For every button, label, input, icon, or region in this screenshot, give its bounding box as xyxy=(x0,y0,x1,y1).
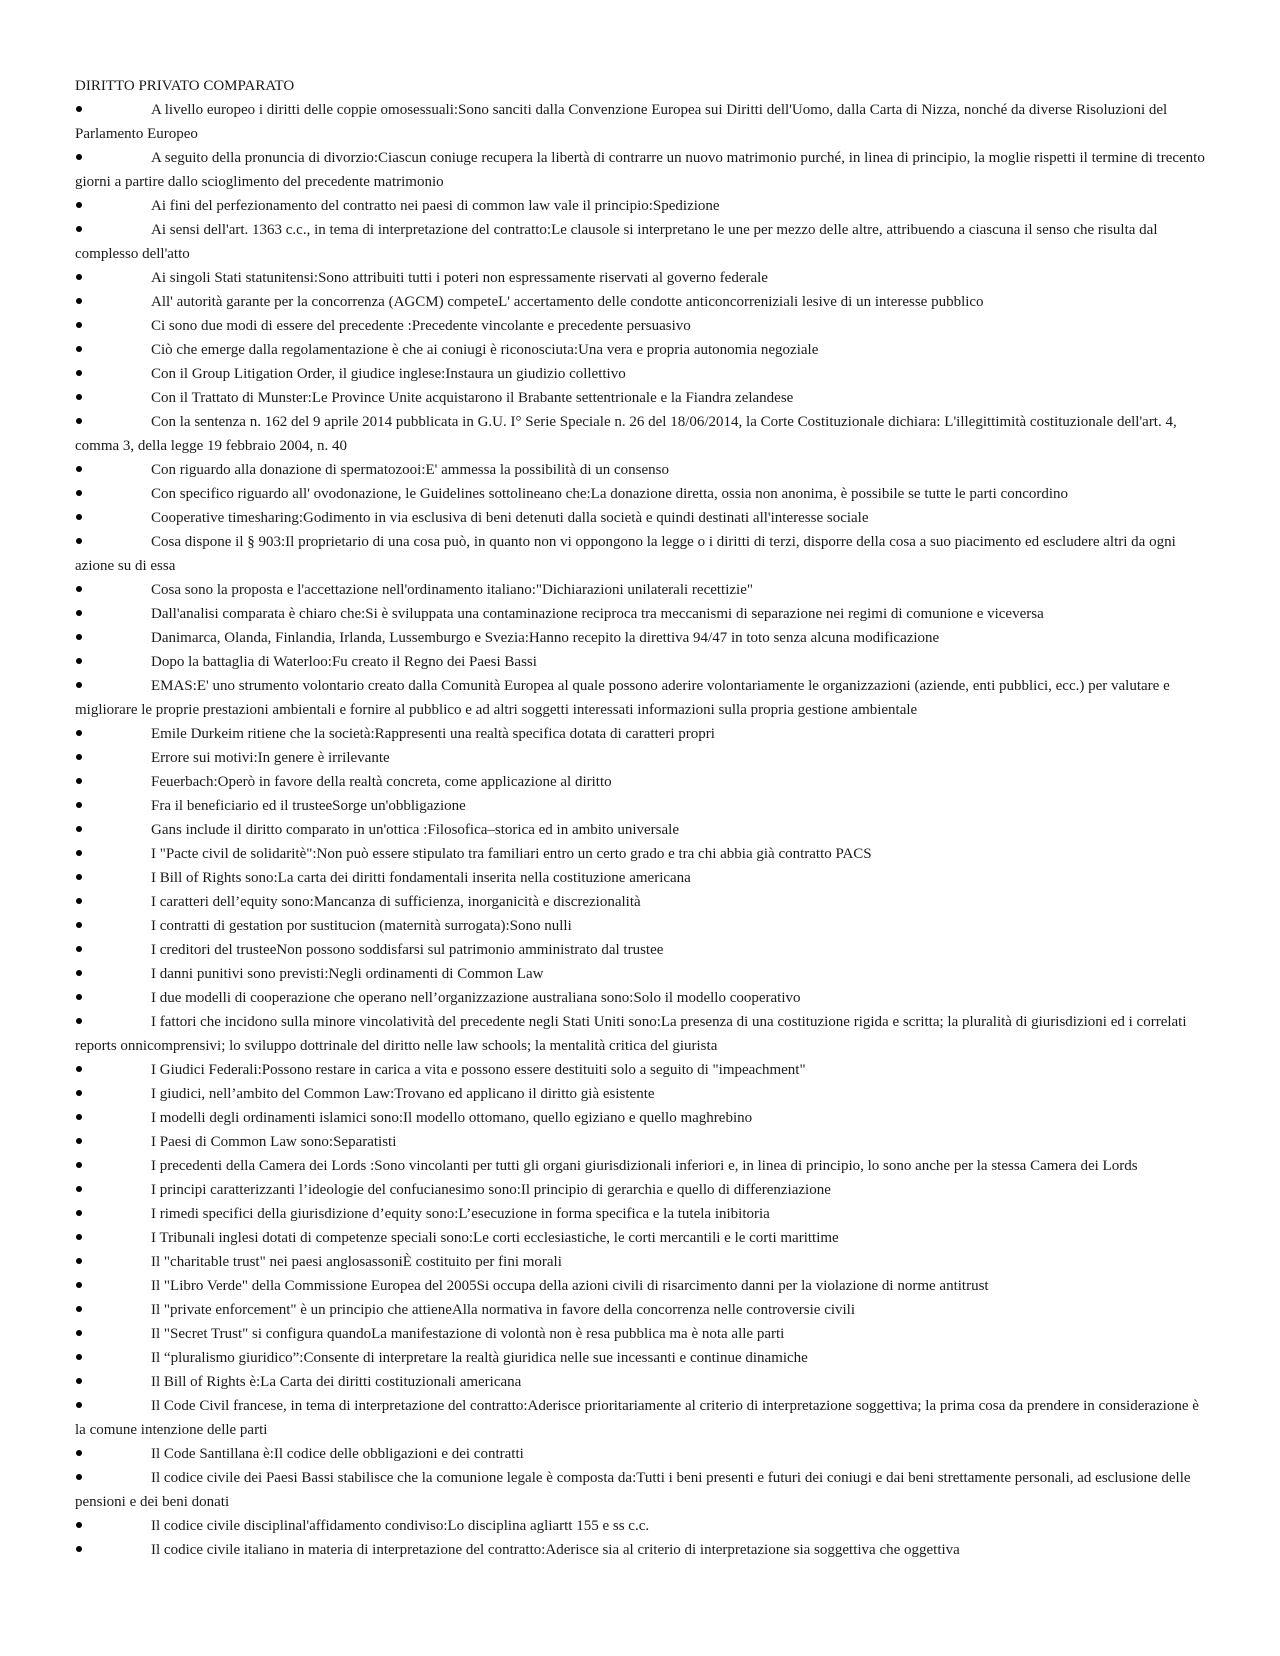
bullet-icon xyxy=(76,1090,82,1096)
list-item-text: A seguito della pronuncia di divorzio:Ciascun coniuge recupera la libertà di contrarre un nuovo matrimonio purché, in linea di principio, la moglie rispetti il termine di trecento giorni a partire dallo scioglimento del precedente matrimonio xyxy=(75,150,1205,190)
list-item xyxy=(75,386,1205,410)
list-item-text: Il "charitable trust" nei paesi anglosassoniÈ costituito per fini morali xyxy=(151,1254,562,1270)
list-item-text: Ciò che emerge dalla regolamentazione è che ai coniugi è riconosciuta:Una vera e propria autonomia negoziale xyxy=(151,342,819,358)
list-item xyxy=(75,1466,1205,1514)
list-item-text: Il codice civile disciplinal'affidamento condiviso:Lo disciplina agliartt 155 e ss c.c. xyxy=(151,1518,650,1534)
bullet-icon xyxy=(76,586,82,592)
list-item-text: I Giudici Federali:Possono restare in carica a vita e possono essere destituiti solo a seguito di "impeachment" xyxy=(151,1062,806,1078)
bullet-icon xyxy=(76,226,82,232)
list-item xyxy=(75,1394,1205,1442)
list-item-text: I rimedi specifici della giurisdizione d’equity sono:L’esecuzione in forma specifica e la tutela inibitoria xyxy=(151,1206,770,1222)
bullet-icon xyxy=(76,610,82,616)
list-item-text: Il Code Santillana è:Il codice delle obbligazioni e dei contratti xyxy=(151,1446,524,1462)
list-item xyxy=(75,818,1205,842)
list-item-text: I "Pacte civil de solidaritè":Non può essere stipulato tra familiari entro un certo grado e tra chi abbia già contratto PACS xyxy=(151,846,872,862)
bullet-icon xyxy=(76,826,82,832)
list-item-text: I Bill of Rights sono:La carta dei diritti fondamentali inserita nella costituzione americana xyxy=(151,870,691,886)
list-item-text: Il "Secret Trust" si configura quandoLa manifestazione di volontà non è resa pubblica ma è nota alle parti xyxy=(151,1326,785,1342)
list-item xyxy=(75,194,1205,218)
bullet-icon xyxy=(76,802,82,808)
list-item-text: Ai singoli Stati statunitensi:Sono attribuiti tutti i poteri non espressamente riservati al governo federale xyxy=(151,270,768,286)
bullet-icon xyxy=(76,418,82,424)
bullet-icon xyxy=(76,1258,82,1264)
list-item xyxy=(75,314,1205,338)
bullet-icon xyxy=(76,1354,82,1360)
list-item xyxy=(75,1082,1205,1106)
list-item xyxy=(75,962,1205,986)
list-item xyxy=(75,866,1205,890)
list-item-text: Con il Group Litigation Order, il giudice inglese:Instaura un giudizio collettivo xyxy=(151,366,626,382)
bullet-icon xyxy=(76,1186,82,1192)
list-item xyxy=(75,146,1205,194)
list-item xyxy=(75,986,1205,1010)
bullet-icon xyxy=(76,850,82,856)
bullet-icon xyxy=(76,898,82,904)
list-item xyxy=(75,362,1205,386)
list-item xyxy=(75,1226,1205,1250)
list-item xyxy=(75,1346,1205,1370)
list-item xyxy=(75,914,1205,938)
list-item-text: I fattori che incidono sulla minore vincolatività del precedente negli Stati Uniti sono:La presenza di una costituzione rigida e scritta; la pluralità di giurisdizioni ed i correlati reports onnicomprensivi; lo sviluppo dottrinale del diritto nelle law schools; la mentalità critica del giurista xyxy=(75,1014,1187,1054)
list-item-text: I principi caratterizzanti l’ideologie del confucianesimo sono:Il principio di gerarchia e quello di differenziazione xyxy=(151,1182,831,1198)
list-item-text: Cooperative timesharing:Godimento in via esclusiva di beni detenuti dalla società e quindi destinati all'interesse sociale xyxy=(151,510,869,526)
list-item-text: Con riguardo alla donazione di spermatozooi:E' ammessa la possibilità di un consenso xyxy=(151,462,670,478)
list-item-text: I precedenti della Camera dei Lords :Sono vincolanti per tutti gli organi giurisdizionali inferiori e, in linea di principio, lo sono anche per la stessa Camera dei Lords xyxy=(151,1158,1138,1174)
bullet-icon xyxy=(76,1402,82,1408)
list-item xyxy=(75,1442,1205,1466)
list-item xyxy=(75,1202,1205,1226)
bullet-icon xyxy=(76,1210,82,1216)
list-item-text: Emile Durkeim ritiene che la società:Rappresenti una realtà specifica dotata di caratteri propri xyxy=(151,726,715,742)
list-item xyxy=(75,290,1205,314)
list-item xyxy=(75,1106,1205,1130)
list-item xyxy=(75,794,1205,818)
bullet-icon xyxy=(76,634,82,640)
list-item xyxy=(75,506,1205,530)
list-item xyxy=(75,578,1205,602)
bullet-icon xyxy=(76,1234,82,1240)
list-item xyxy=(75,410,1205,458)
list-item-text: Feuerbach:Operò in favore della realtà concreta, come applicazione al diritto xyxy=(151,774,612,790)
list-item xyxy=(75,746,1205,770)
list-item-text: Ai fini del perfezionamento del contratto nei paesi di common law vale il principio:Spedizione xyxy=(151,198,720,214)
list-item-text: I modelli degli ordinamenti islamici sono:Il modello ottomano, quello egiziano e quello maghrebino xyxy=(151,1110,753,1126)
bullet-icon xyxy=(76,1378,82,1384)
list-item xyxy=(75,1370,1205,1394)
bullet-icon xyxy=(76,322,82,328)
list-item xyxy=(75,1538,1205,1562)
list-item-text: EMAS:E' uno strumento volontario creato dalla Comunità Europea al quale possono aderire volontariamente le organizzazioni (aziende, enti pubblici, ecc.) per valutare e migliorare le proprie prestazioni ambientali e fornire al pubblico e ad altri soggetti interessati informazioni sulla propria gestione ambientale xyxy=(75,678,1170,718)
list-item-text: I giudici, nell’ambito del Common Law:Trovano ed applicano il diritto già esistente xyxy=(151,1086,655,1102)
list-item-text: Cosa sono la proposta e l'accettazione nell'ordinamento italiano:"Dichiarazioni unilaterali recettizie" xyxy=(151,582,753,598)
list-item xyxy=(75,1154,1205,1178)
bullet-icon xyxy=(76,1474,82,1480)
bullet-icon xyxy=(76,394,82,400)
list-item-text: Con specifico riguardo all' ovodonazione, le Guidelines sottolineano che:La donazione diretta, ossia non anonima, è possibile se tutte le parti concordino xyxy=(151,486,1069,502)
list-item xyxy=(75,1298,1205,1322)
list-item-text: Danimarca, Olanda, Finlandia, Irlanda, Lussemburgo e Svezia:Hanno recepito la direttiva 94/47 in toto senza alcuna modificazione xyxy=(151,630,940,646)
list-item-text: I due modelli di cooperazione che operano nell’organizzazione australiana sono:Solo il modello cooperativo xyxy=(151,990,801,1006)
list-item xyxy=(75,98,1205,146)
list-item xyxy=(75,530,1205,578)
list-item-text: Errore sui motivi:In genere è irrilevante xyxy=(151,750,390,766)
bullet-icon xyxy=(76,874,82,880)
list-item-text: I Tribunali inglesi dotati di competenze speciali sono:Le corti ecclesiastiche, le corti mercantili e le corti marittime xyxy=(151,1230,839,1246)
list-item-text: I caratteri dell’equity sono:Mancanza di sufficienza, inorganicità e discrezionalità xyxy=(151,894,641,910)
list-item-text: I contratti di gestation por sustitucion (maternità surrogata):Sono nulli xyxy=(151,918,572,934)
list-item xyxy=(75,1322,1205,1346)
list-item xyxy=(75,674,1205,722)
list-item xyxy=(75,722,1205,746)
bullet-icon xyxy=(76,730,82,736)
list-item xyxy=(75,938,1205,962)
bullet-icon xyxy=(76,274,82,280)
list-item xyxy=(75,266,1205,290)
list-item-text: Il Bill of Rights è:La Carta dei diritti costituzionali americana xyxy=(151,1374,522,1390)
list-item-text: A livello europeo i diritti delle coppie omosessuali:Sono sanciti dalla Convenzione Europea sui Diritti dell'Uomo, dalla Carta di Nizza, nonché da diverse Risoluzioni del Parlamento Europeo xyxy=(75,102,1168,142)
bullet-icon xyxy=(76,658,82,664)
list-item xyxy=(75,890,1205,914)
list-item-text: Il Code Civil francese, in tema di interpretazione del contratto:Aderisce prioritariamente al criterio di interpretazione soggettiva; la prima cosa da prendere in considerazione è la comune intenzione delle parti xyxy=(75,1398,1199,1438)
bullet-icon xyxy=(76,370,82,376)
bullet-icon xyxy=(76,1162,82,1168)
bullet-icon xyxy=(76,1138,82,1144)
list-item xyxy=(75,1178,1205,1202)
list-item-text: Il codice civile italiano in materia di interpretazione del contratto:Aderisce sia al criterio di interpretazione sia soggettiva che oggettiva xyxy=(151,1542,960,1558)
list-item xyxy=(75,1274,1205,1298)
list-item-text: I Paesi di Common Law sono:Separatisti xyxy=(151,1134,397,1150)
list-item xyxy=(75,1130,1205,1154)
list-item xyxy=(75,770,1205,794)
bullet-icon xyxy=(76,1306,82,1312)
bullet-icon xyxy=(76,1522,82,1528)
bullet-icon xyxy=(76,106,82,112)
list-item-text: Cosa dispone il § 903:Il proprietario di una cosa può, in quanto non vi oppongono la legge o i diritti di terzi, disporre della cosa a suo piacimento ed escludere altri da ogni azione su di essa xyxy=(75,534,1176,574)
bullet-icon xyxy=(76,970,82,976)
bullet-icon xyxy=(76,994,82,1000)
list-item-text: Il “pluralismo giuridico”:Consente di interpretare la realtà giuridica nelle sue incessanti e continue dinamiche xyxy=(151,1350,808,1366)
list-item xyxy=(75,650,1205,674)
question-answer-list xyxy=(75,98,1205,1562)
bullet-icon xyxy=(76,754,82,760)
list-item xyxy=(75,1058,1205,1082)
list-item xyxy=(75,626,1205,650)
list-item xyxy=(75,338,1205,362)
list-item-text: Il codice civile dei Paesi Bassi stabilisce che la comunione legale è composta da:Tutti i beni presenti e futuri dei coniugi e dai beni strettamente personali, ad esclusione delle pensioni e dei beni donati xyxy=(75,1470,1191,1510)
list-item xyxy=(75,218,1205,266)
list-item-text: Il "private enforcement" è un principio che attieneAlla normativa in favore della concorrenza nelle controversie civili xyxy=(151,1302,856,1318)
bullet-icon xyxy=(76,682,82,688)
list-item-text: Gans include il diritto comparato in un'ottica :Filosofica–storica ed in ambito universale xyxy=(151,822,679,838)
list-item-text: Il "Libro Verde" della Commissione Europea del 2005Si occupa della azioni civili di risarcimento danni per la violazione di norme antitrust xyxy=(151,1278,989,1294)
list-item-text: Dall'analisi comparata è chiaro che:Si è sviluppata una contaminazione reciproca tra meccanismi di separazione nei regimi di comunione e viceversa xyxy=(151,606,1044,622)
bullet-icon xyxy=(76,154,82,160)
bullet-icon xyxy=(76,1066,82,1072)
list-item xyxy=(75,1250,1205,1274)
bullet-icon xyxy=(76,1450,82,1456)
bullet-icon xyxy=(76,1330,82,1336)
list-item-text: Dopo la battaglia di Waterloo:Fu creato il Regno dei Paesi Bassi xyxy=(151,654,537,670)
list-item xyxy=(75,602,1205,626)
bullet-icon xyxy=(76,1018,82,1024)
bullet-icon xyxy=(76,946,82,952)
list-item xyxy=(75,458,1205,482)
bullet-icon xyxy=(76,778,82,784)
list-item-text: Con il Trattato di Munster:Le Province Unite acquistarono il Brabante settentrionale e la Fiandra zelandese xyxy=(151,390,794,406)
bullet-icon xyxy=(76,466,82,472)
bullet-icon xyxy=(76,490,82,496)
bullet-icon xyxy=(76,514,82,520)
bullet-icon xyxy=(76,922,82,928)
document-title: DIRITTO PRIVATO COMPARATO xyxy=(75,78,295,94)
list-item xyxy=(75,1514,1205,1538)
list-item xyxy=(75,842,1205,866)
bullet-icon xyxy=(76,1282,82,1288)
bullet-icon xyxy=(76,1114,82,1120)
list-item xyxy=(75,482,1205,506)
bullet-icon xyxy=(76,1546,82,1552)
list-item-text: I creditori del trusteeNon possono soddisfarsi sul patrimonio amministrato dal trustee xyxy=(151,942,664,958)
list-item-text: Con la sentenza n. 162 del 9 aprile 2014 pubblicata in G.U. I° Serie Speciale n. 26 del 18/06/2014, la Corte Costituzionale dichiara: L'illegittimità costituzionale dell'art. 4, comma 3, della legge 19 febbraio 2004, n. 40 xyxy=(75,414,1177,454)
bullet-icon xyxy=(76,298,82,304)
list-item-text: Fra il beneficiario ed il trusteeSorge un'obbligazione xyxy=(151,798,466,814)
list-item xyxy=(75,1010,1205,1058)
document-page xyxy=(75,74,1205,1562)
bullet-icon xyxy=(76,538,82,544)
bullet-icon xyxy=(76,346,82,352)
list-item-text: Ai sensi dell'art. 1363 c.c., in tema di interpretazione del contratto:Le clausole si interpretano le une per mezzo delle altre, attribuendo a ciascuna il senso che risulta dal complesso dell'atto xyxy=(75,222,1158,262)
list-item-text: Ci sono due modi di essere del precedente :Precedente vincolante e precedente persuasivo xyxy=(151,318,691,334)
list-item-text: All' autorità garante per la concorrenza (AGCM) competeL' accertamento delle condotte anticoncorreniziali lesive di un interesse pubblico xyxy=(151,294,984,310)
bullet-icon xyxy=(76,202,82,208)
list-item-text: I danni punitivi sono previsti:Negli ordinamenti di Common Law xyxy=(151,966,544,982)
